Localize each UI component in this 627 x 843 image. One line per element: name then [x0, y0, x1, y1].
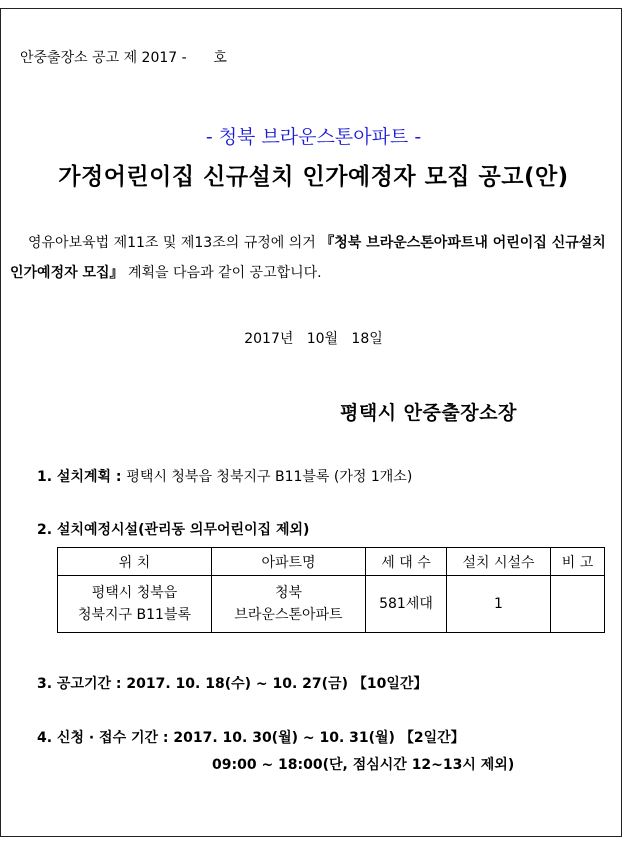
- cell-note: [551, 576, 605, 633]
- notice-date: 2017년 10월 18일: [244, 331, 383, 347]
- section-1: [37, 466, 412, 486]
- intro-emphasis: 『청북 브라운스톤아파트내 어린이집 신규설치 인가예정자 모집』: [10, 235, 606, 281]
- apartment-line-1: 청북: [274, 585, 303, 601]
- section-2-heading: 2. 설치예정시설(관리동 의무어린이집 제외): [37, 522, 310, 538]
- page-title: 가정어린이집 신규설치 인가예정자 모집 공고(안): [58, 164, 569, 190]
- section-4: 4. 신청 · 접수 기간 : 2017. 10. 30(월) ~ 10. 31(월) 【2일간】: [37, 730, 465, 746]
- header-location: 위 치: [58, 548, 212, 576]
- notice-number: 안중출장소 공고 제 2017 - 호: [20, 50, 227, 66]
- subtitle: - 청북 브라운스톤아파트 -: [205, 126, 422, 148]
- issuer: 평택시 안중출장소장: [340, 402, 517, 424]
- cell-location: [58, 576, 212, 633]
- facility-table: [57, 547, 605, 633]
- header-note: 비 고: [551, 548, 605, 576]
- header-households: 세 대 수: [366, 548, 447, 576]
- section-1-label: 1. 설치계획 :: [37, 469, 127, 485]
- location-line-2: 청북지구 B11블록: [77, 607, 191, 623]
- section-1-text: 평택시 청북읍 청북지구 B11블록 (가정 1개소): [126, 469, 413, 485]
- header-facility-count: 설치 시설수: [447, 548, 551, 576]
- cell-apartment: [212, 576, 366, 633]
- intro-text-2: 계획을 다음과 같이 공고합니다.: [123, 265, 322, 281]
- header-apartment: 아파트명: [212, 548, 366, 576]
- intro-paragraph: [10, 228, 618, 288]
- cell-facility-count: 1: [447, 576, 551, 633]
- section-4-time: 09:00 ~ 18:00(단, 점심시간 12~13시 제외): [212, 757, 515, 773]
- section-3: 3. 공고기간 : 2017. 10. 18(수) ~ 10. 27(금) 【10일간】: [37, 676, 428, 692]
- intro-text-1: 영유아보육법 제11조 및 제13조의 규정에 의거: [28, 235, 321, 251]
- location-line-1: 평택시 청북읍: [91, 585, 178, 601]
- apartment-line-2: 브라운스톤아파트: [234, 607, 343, 623]
- table-row: [58, 576, 605, 633]
- cell-households: 581세대: [366, 576, 447, 633]
- table-header-row: [58, 548, 605, 576]
